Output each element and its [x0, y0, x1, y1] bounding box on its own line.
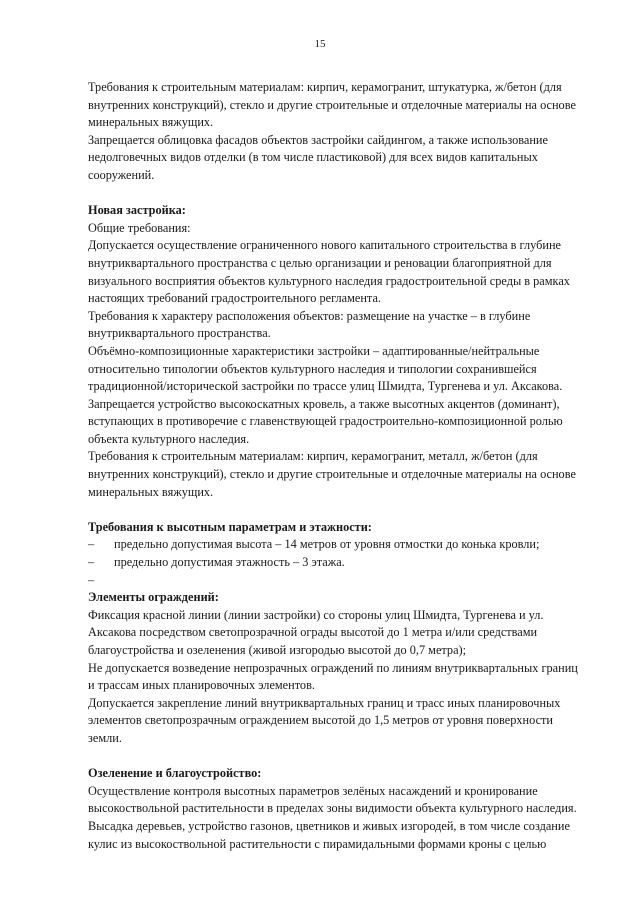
text-line: минеральных вяжущих.: [88, 484, 214, 499]
text-line: визуального восприятия объектов культурного наследия градостроительной среды в рамках: [88, 273, 570, 288]
document-body: [88, 79, 588, 853]
text-line: внутренних конструкций), стекло и другие строительные и отделочные материалы на основе: [88, 467, 576, 482]
text-line: высокоствольной растительности в пределах зоны видимости объекта культурного наследия.: [88, 801, 577, 816]
text-line: настоящих требований градостроительного регламента.: [88, 291, 381, 306]
dash-marker: –: [88, 555, 95, 570]
text-line: благоустройства и озеленения (живой изгородью высотой до 0,7 метра);: [88, 643, 467, 657]
text-line: Не допускается возведение непрозрачных ограждений по линиям внутриквартальных границ: [88, 660, 578, 675]
text-line: вступающих в противоречие с главенствующей градостроительно-композиционной ролью: [88, 414, 563, 429]
section-heading: Новая застройка:: [88, 203, 186, 218]
text-line: и трассам иных планировочных элементов.: [88, 678, 315, 693]
dash-marker: –: [88, 537, 95, 552]
text-line: Фиксация красной линии (линии застройки) со стороны улиц Шмидта, Тургенева и ул.: [88, 607, 544, 622]
section-heading: Озеленение и благоустройство:: [88, 766, 262, 781]
text-line: Общие требования:: [88, 220, 191, 235]
text-line: внутриквартального пространства с целью организации и реновации благоприятной для: [88, 255, 552, 270]
text-line: Объёмно-композиционные характеристики застройки – адаптированные/нейтральные: [88, 343, 540, 358]
text-line: земли.: [88, 730, 122, 745]
text-line: Требования к строительным материалам: кирпич, керамогранит, металл, ж/бетон (для: [88, 449, 538, 464]
dash-item-text: предельно допустимая высота – 14 метров от уровня отмостки до конька кровли;: [114, 537, 540, 552]
text-line: элементов светопрозрачным ограждением высотой до 1,5 метров от уровня поверхности: [88, 713, 553, 728]
text-line: Запрещается облицовка фасадов объектов застройки сайдингом, а также использование: [88, 132, 548, 147]
text-line: Осуществление контроля высотных параметров зелёных насаждений и кронирование: [88, 783, 538, 798]
text-line: традиционной/исторической застройки по трассе улиц Шмидта, Тургенева и ул. Аксакова.: [88, 379, 563, 394]
text-line: объекта культурного наследия.: [88, 431, 250, 446]
paragraph-gap: [88, 185, 588, 203]
dash-marker: –: [88, 572, 95, 587]
text-line: Аксакова посредством светопрозрачной ограды высотой до 1 метра и/или средствами: [88, 625, 538, 640]
text-line: кулис из высокоствольной растительности с пирамидальными формами кроны с целью: [88, 836, 547, 851]
page-number: 15: [314, 38, 326, 50]
text-line: Допускается осуществление ограниченного нового капитального строительства в глубине: [88, 238, 561, 253]
text-line: Допускается закрепление линий внутриквартальных границ и трасс иных планировочных: [88, 695, 561, 710]
text-line: относительно типологии объектов культурного наследия и типологии сохранившейся: [88, 361, 537, 376]
text-line: недолговечных видов отделки (в том числе пластиковой) для всех видов капитальных: [88, 150, 538, 165]
section-heading: Требования к высотным параметрам и этажности:: [88, 519, 372, 534]
dash-item-text: предельно допустимая этажность – 3 этажа.: [114, 555, 345, 570]
section-heading: Элементы ограждений:: [88, 590, 219, 605]
dash-list-item: [88, 554, 588, 572]
text-line: Требования к строительным материалам: кирпич, керамогранит, штукатурка, ж/бетон (для: [88, 80, 562, 94]
text-line: внутриквартального пространства.: [88, 326, 271, 341]
text-line: внутренних конструкций), стекло и другие строительные и отделочные материалы на основе: [88, 97, 576, 112]
paragraph-gap: [88, 501, 588, 519]
text-line: Высадка деревьев, устройство газонов, цветников и живых изгородей, в том числе создание: [88, 818, 570, 833]
text-line: сооружений.: [88, 167, 155, 182]
text-line: Запрещается устройство высокоскатных кровель, а также высотных акцентов (доминант),: [88, 396, 560, 411]
dash-list-item: [88, 572, 588, 590]
dash-list-item: [88, 536, 588, 554]
paragraph-gap: [88, 748, 588, 766]
text-line: минеральных вяжущих.: [88, 115, 214, 130]
text-line: Требования к характеру расположения объектов: размещение на участке – в глубине: [88, 308, 531, 323]
